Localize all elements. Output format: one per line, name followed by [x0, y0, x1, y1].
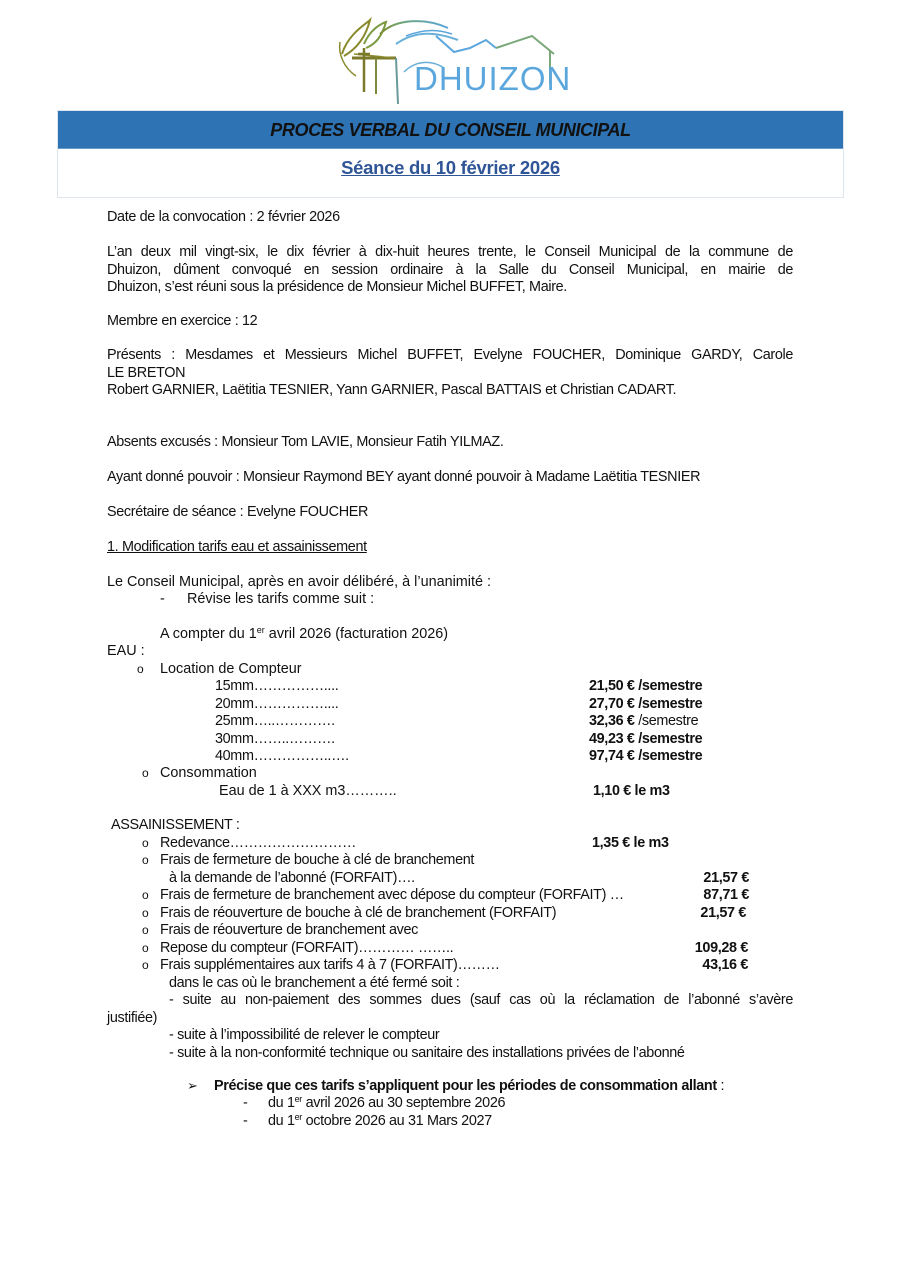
- bullet-circle-icon: o: [142, 853, 149, 867]
- bullet-circle-icon: o: [142, 888, 149, 902]
- presents-line: Présents : Mesdames et Messieurs Michel BUFFET, Evelyne FOUCHER, Dominique GARDY, Carole: [107, 347, 793, 363]
- assainissement-item: Repose du compteur (FORFAIT)………… ……..: [160, 940, 454, 956]
- bullet-circle-icon: o: [142, 958, 149, 972]
- presents-line: Robert GARNIER, Laëtitia TESNIER, Yann GARNIER, Pascal BATTAIS et Christian CADART.: [107, 382, 677, 398]
- consommation-item: Eau de 1 à XXX m3………..: [219, 783, 397, 799]
- periods-intro-bold: Précise que ces tarifs s’appliquent pour les périodes de consommation allant: [214, 1078, 717, 1094]
- compteur-price: 32,36 € /semestre: [589, 713, 699, 729]
- presents-line: LE BRETON: [107, 364, 186, 381]
- assainissement-item: Frais de fermeture de branchement avec dépose du compteur (FORFAIT) …: [160, 887, 624, 903]
- condition-line: justifiée): [107, 1009, 158, 1026]
- bullet-circle-icon: o: [142, 836, 149, 850]
- effective-date-prefix: A compter du 1: [160, 626, 257, 642]
- compteur-price: 97,74 € /semestre: [589, 748, 703, 764]
- secretaire-de-seance: Secrétaire de séance : Evelyne FOUCHER: [107, 504, 369, 520]
- compteur-size: 40mm……………..….: [215, 748, 349, 764]
- condition-line: - suite au non-paiement des sommes dues (sauf cas où la réclamation de l’abonné s’avère: [169, 992, 793, 1008]
- period-dash: -: [243, 1095, 248, 1111]
- assainissement-price: 21,57 €: [703, 870, 749, 886]
- assainissement-price: 87,71 €: [703, 887, 749, 903]
- bullet-circle-icon: o: [137, 662, 144, 676]
- logo-text: DHUIZON: [414, 60, 572, 97]
- document-header: [57, 110, 844, 198]
- compteur-size: 15mm……………....: [215, 678, 339, 694]
- session-subtitle: Séance du 10 février 2026: [341, 157, 560, 178]
- effective-date: [160, 626, 448, 642]
- compteur-size: 30mm……..……….: [215, 731, 335, 747]
- presents-paragraph: [107, 347, 793, 400]
- compteur-size: 25mm…..………….: [215, 713, 335, 729]
- consommation-price: 1,10 € le m3: [593, 783, 670, 799]
- revise-text: Révise les tarifs comme suit :: [187, 591, 375, 607]
- conditions-paragraph: [107, 992, 793, 1062]
- session-subtitle-row: [58, 157, 843, 179]
- bullet-circle-icon: o: [142, 906, 149, 920]
- eau-label: EAU :: [107, 643, 145, 659]
- dhuizon-logo: [336, 14, 572, 108]
- assainissement-item: Frais supplémentaires aux tarifs 4 à 7 (FORFAIT)………: [160, 957, 500, 973]
- compteur-price: 49,23 € /semestre: [589, 731, 703, 747]
- decision-text: Le Conseil Municipal, après en avoir délibéré, à l’unanimité :: [107, 574, 491, 590]
- compteur-price: 21,50 € /semestre: [589, 678, 703, 694]
- period-item: du 1er avril 2026 au 30 septembre 2026: [268, 1094, 506, 1111]
- membres-en-exercice: Membre en exercice : 12: [107, 313, 258, 329]
- consommation-label: Consommation: [160, 765, 257, 781]
- periods-intro: [214, 1078, 724, 1094]
- assainissement-price: 1,35 € le m3: [592, 835, 669, 851]
- assainissement-item-continuation: à la demande de l’abonné (FORFAIT)….: [169, 870, 415, 886]
- bullet-circle-icon: o: [142, 941, 149, 955]
- assainissement-price: 109,28 €: [694, 940, 748, 956]
- assainissement-item: Frais de fermeture de bouche à clé de branchement: [160, 852, 475, 868]
- bullet-circle-icon: o: [142, 923, 149, 937]
- preamble-line: L’an deux mil vingt-six, le dix février à dix-huit heures trente, le Conseil Municipal de la commune de: [107, 244, 793, 260]
- arrow-bullet-icon: ➢: [187, 1078, 198, 1093]
- preamble-line: Dhuizon, s’est réuni sous la présidence de Monsieur Michel BUFFET, Maire.: [107, 279, 567, 295]
- effective-date-sup: er: [256, 625, 265, 635]
- preamble-line: Dhuizon, dûment convoqué en session ordinaire à la Salle du Conseil Municipal, en mairie de: [107, 261, 793, 278]
- preamble-paragraph: [107, 244, 793, 297]
- conditions-intro: dans le cas où le branchement a été fermé soit :: [169, 975, 460, 991]
- location-compteur-label: Location de Compteur: [160, 661, 302, 677]
- condition-line: - suite à l’impossibilité de relever le compteur: [169, 1027, 440, 1043]
- pouvoir: Ayant donné pouvoir : Monsieur Raymond BEY ayant donné pouvoir à Madame Laëtitia TESNIER: [107, 469, 701, 485]
- period-item: du 1er octobre 2026 au 31 Mars 2027: [268, 1112, 492, 1129]
- assainissement-price: 43,16 €: [702, 957, 748, 973]
- periods-intro-tail: :: [716, 1078, 725, 1094]
- assainissement-label: ASSAINISSEMENT :: [111, 817, 240, 833]
- bullet-circle-icon: o: [142, 766, 149, 780]
- condition-line: - suite à la non-conformité technique ou sanitaire des installations privées de l’abonné: [169, 1044, 685, 1061]
- absents-excuses: Absents excusés : Monsieur Tom LAVIE, Monsieur Fatih YILMAZ.: [107, 434, 504, 450]
- document-title: PROCES VERBAL DU CONSEIL MUNICIPAL: [270, 120, 631, 140]
- convocation-date: Date de la convocation : 2 février 2026: [107, 209, 340, 225]
- effective-date-suffix: avril 2026 (facturation 2026): [264, 626, 448, 642]
- assainissement-item: Redevance………………………: [160, 835, 357, 851]
- period-dash: -: [243, 1113, 248, 1129]
- revise-dash: -: [160, 591, 165, 607]
- section-heading: 1. Modification tarifs eau et assainissement: [107, 539, 367, 555]
- assainissement-price: 21,57 €: [700, 905, 746, 921]
- assainissement-item: Frais de réouverture de branchement avec: [160, 922, 418, 938]
- compteur-price: 27,70 € /semestre: [589, 696, 703, 712]
- assainissement-item: Frais de réouverture de bouche à clé de branchement (FORFAIT): [160, 905, 557, 921]
- compteur-size: 20mm……………....: [215, 696, 339, 712]
